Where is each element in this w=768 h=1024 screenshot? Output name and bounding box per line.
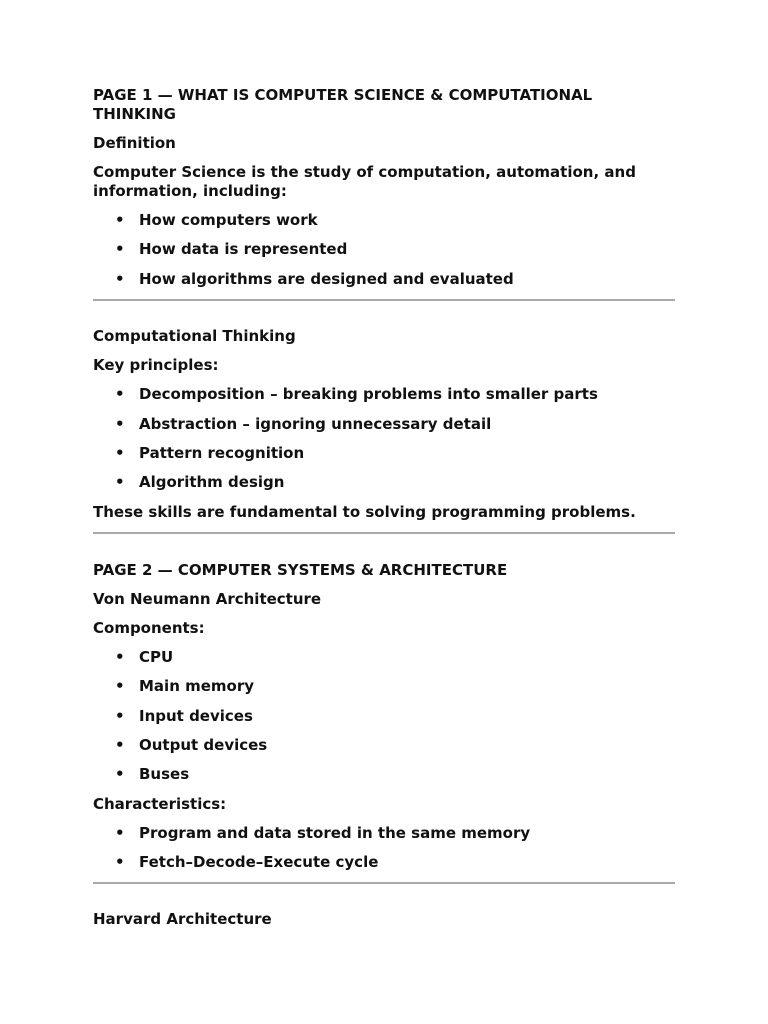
bullet-icon: • [115,853,125,872]
list-item [93,824,675,843]
components-list [93,648,675,785]
list-item [93,853,675,872]
bullet-icon: • [115,443,125,462]
bullet-icon: • [115,706,125,725]
list-item [93,765,675,784]
section-divider [93,299,675,301]
bullet-icon: • [115,211,125,229]
list-item [93,473,675,492]
section-divider [93,882,675,884]
bullet-icon: • [115,473,125,492]
list-item-text: Decomposition – breaking problems into smaller parts [139,385,598,404]
list-item-text: Input devices [139,706,253,725]
bullet-icon: • [115,240,125,259]
list-item [93,385,675,404]
bullet-icon: • [115,385,125,404]
key-principles-label: Key principles: [93,356,219,375]
definition-heading: Definition [93,134,176,152]
document-page [93,86,675,939]
bullet-icon: • [115,414,125,433]
section-divider [93,532,675,534]
von-neumann-heading: Von Neumann Architecture [93,589,322,608]
list-item-text: Fetch–Decode–Execute cycle [139,853,379,872]
harvard-architecture-heading: Harvard Architecture [93,910,272,929]
section-title-page-1: PAGE 1 — WHAT IS COMPUTER SCIENCE & COMPUTATIONAL THINKING [93,86,593,123]
bullet-icon: • [115,823,125,842]
bullet-icon: • [115,677,125,696]
list-item-text: Algorithm design [139,473,285,492]
characteristics-label: Characteristics: [93,794,227,813]
principles-list [93,385,675,492]
list-item [93,211,675,230]
section-title-page-2: PAGE 2 — COMPUTER SYSTEMS & ARCHITECTURE [93,560,508,579]
list-item-text: How algorithms are designed and evaluated [139,269,514,288]
characteristics-list [93,824,675,872]
components-label: Components: [93,618,205,637]
list-item [93,270,675,289]
bullet-icon: • [115,647,125,666]
list-item [93,736,675,755]
list-item-text: Pattern recognition [139,443,305,462]
bullet-icon: • [115,735,125,754]
definition-list [93,211,675,289]
bullet-icon: • [115,269,125,288]
list-item [93,415,675,434]
bullet-icon: • [115,765,125,784]
definition-text: Computer Science is the study of computation, automation, and information, including: [93,163,636,200]
list-item-text: CPU [139,647,174,666]
list-item-text: How data is represented [139,240,348,259]
list-item-text: Output devices [139,735,268,754]
list-item [93,444,675,463]
list-item-text: Buses [139,765,190,784]
list-item [93,240,675,259]
list-item [93,707,675,726]
list-item-text: How computers work [139,211,318,229]
list-item [93,648,675,667]
computational-thinking-heading: Computational Thinking [93,327,296,346]
list-item [93,677,675,696]
list-item-text: Main memory [139,677,255,696]
list-item-text: Program and data stored in the same memory [139,823,531,842]
closing-text: These skills are fundamental to solving programming problems. [93,502,636,521]
list-item-text: Abstraction – ignoring unnecessary detail [139,414,492,433]
